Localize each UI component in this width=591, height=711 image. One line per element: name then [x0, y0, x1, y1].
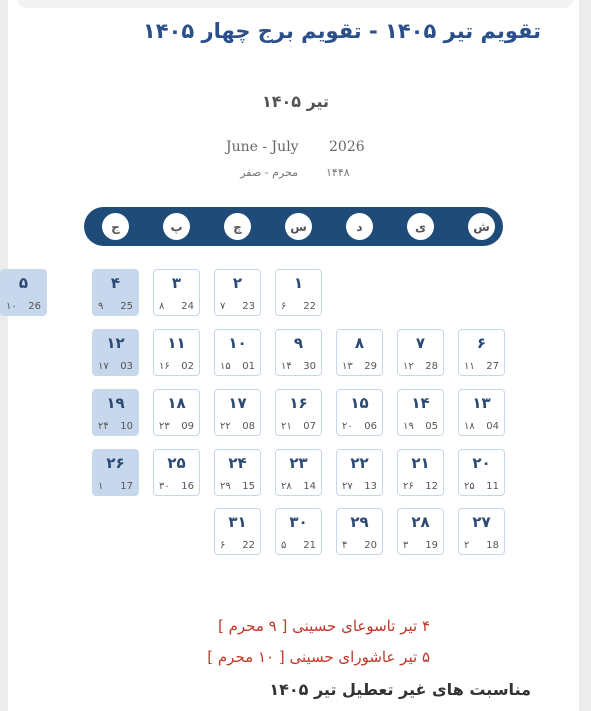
top-card-edge	[18, 0, 573, 8]
jalali-day-number: ۱۲	[106, 334, 125, 352]
calendar-day-cell[interactable]	[336, 389, 383, 436]
calendar-day-cell[interactable]	[336, 508, 383, 555]
hijri-day-number: ۱۹	[403, 421, 414, 432]
hijri-day-number: ۱۸	[464, 421, 475, 432]
weekday-1: ی	[407, 213, 434, 240]
gregorian-day-number: 07	[303, 421, 316, 432]
jalali-day-number: ۲۲	[350, 454, 369, 472]
hijri-day-number: ۲۱	[281, 421, 292, 432]
jalali-day-number: ۲۰	[472, 454, 491, 472]
gregorian-day-number: 09	[181, 421, 194, 432]
jalali-day-number: ۱۰	[228, 334, 247, 352]
calendar-day-cell[interactable]	[214, 389, 261, 436]
weekday-6: ج	[102, 213, 129, 240]
jalali-day-number: ۶	[476, 334, 487, 352]
weekday-2: د	[346, 213, 373, 240]
calendar-day-cell[interactable]	[458, 389, 505, 436]
calendar-day-cell[interactable]	[153, 389, 200, 436]
jalali-day-number: ۲۵	[167, 454, 186, 472]
jalali-day-number: ۸	[354, 334, 365, 352]
hijri-day-number: ۲	[464, 540, 470, 551]
gregorian-day-number: 30	[303, 361, 316, 372]
calendar-day-cell[interactable]	[458, 329, 505, 376]
gregorian-day-number: 14	[303, 481, 316, 492]
calendar-day-cell[interactable]	[397, 508, 444, 555]
hijri-day-number: ۲۷	[342, 481, 353, 492]
jalali-day-number: ۲۷	[472, 513, 491, 531]
weekday-4: چ	[224, 213, 251, 240]
jalali-day-number: ۱۱	[167, 334, 186, 352]
calendar-day-cell[interactable]	[92, 269, 139, 316]
jalali-day-number: ۲۱	[411, 454, 430, 472]
hijri-day-number: ۲۰	[342, 421, 353, 432]
hijri-day-number: ۱۱	[464, 361, 475, 372]
jalali-day-number: ۱۷	[228, 394, 247, 412]
gregorian-day-number: 05	[425, 421, 438, 432]
jalali-day-number: ۵	[18, 274, 29, 292]
gregorian-day-number: 26	[28, 301, 41, 312]
weekday-5: پ	[163, 213, 190, 240]
jalali-day-number: ۱۶	[289, 394, 308, 412]
gregorian-day-number: 13	[364, 481, 377, 492]
hijri-day-number: ۱۶	[159, 361, 170, 372]
calendar-day-cell[interactable]	[214, 508, 261, 555]
calendar-day-cell[interactable]	[458, 449, 505, 496]
calendar-day-cell[interactable]	[275, 329, 322, 376]
hijri-day-number: ۶	[220, 540, 226, 551]
calendar-day-cell[interactable]	[458, 508, 505, 555]
jalali-day-number: ۱۳	[472, 394, 491, 412]
calendar-day-cell[interactable]	[153, 329, 200, 376]
hijri-day-number: ۵	[281, 540, 287, 551]
gregorian-day-number: 25	[120, 301, 133, 312]
hijri-day-number: ۲۵	[464, 481, 475, 492]
gregorian-day-number: 08	[242, 421, 255, 432]
calendar-day-cell[interactable]	[275, 389, 322, 436]
hijri-day-number: ۹	[98, 301, 104, 312]
jalali-day-number: ۱۵	[350, 394, 369, 412]
gregorian-day-number: 18	[486, 540, 499, 551]
gregorian-day-number: 11	[486, 481, 499, 492]
calendar-day-cell[interactable]	[92, 449, 139, 496]
hijri-day-number: ۸	[159, 301, 165, 312]
jalali-day-number: ۱۹	[106, 394, 125, 412]
gregorian-day-number: 22	[303, 301, 316, 312]
hijri-day-number: ۲۴	[98, 421, 109, 432]
gregorian-day-number: 22	[242, 540, 255, 551]
gregorian-months: June - July	[226, 139, 299, 155]
gregorian-day-number: 15	[242, 481, 255, 492]
gregorian-day-number: 06	[364, 421, 377, 432]
hijri-day-number: ۱۵	[220, 361, 231, 372]
gregorian-day-number: 29	[364, 361, 377, 372]
gregorian-day-number: 23	[242, 301, 255, 312]
hijri-day-number: ۱۴	[281, 361, 292, 372]
gregorian-year: 2026	[329, 139, 365, 155]
gregorian-day-number: 12	[425, 481, 438, 492]
jalali-day-number: ۲	[232, 274, 243, 292]
jalali-day-number: ۱۸	[167, 394, 186, 412]
jalali-day-number: ۴	[110, 274, 121, 292]
gregorian-day-number: 19	[425, 540, 438, 551]
hijri-day-number: ۳۰	[159, 481, 170, 492]
calendar-day-cell[interactable]	[0, 269, 47, 316]
hijri-day-number: ۱۷	[98, 361, 109, 372]
hijri-day-number: ۱۳	[342, 361, 353, 372]
gregorian-day-number: 10	[120, 421, 133, 432]
jalali-day-number: ۲۸	[411, 513, 430, 531]
gregorian-day-number: 16	[181, 481, 194, 492]
non-holiday-occasions-title: مناسبت های غیر تعطیل تیر ۱۴۰۵	[269, 680, 531, 699]
hijri-day-number: ۲۶	[403, 481, 414, 492]
jalali-day-number: ۲۶	[106, 454, 125, 472]
calendar-day-cell[interactable]	[92, 389, 139, 436]
gregorian-day-number: 20	[364, 540, 377, 551]
jalali-day-number: ۱	[293, 274, 304, 292]
calendar-day-cell[interactable]	[397, 329, 444, 376]
gregorian-day-number: 17	[120, 481, 133, 492]
weekday-3: س	[285, 213, 312, 240]
calendar-day-cell[interactable]	[275, 269, 322, 316]
hijri-day-number: ۶	[281, 301, 287, 312]
calendar-day-cell[interactable]	[275, 449, 322, 496]
jalali-day-number: ۲۳	[289, 454, 308, 472]
calendar-day-cell[interactable]	[214, 269, 261, 316]
hijri-day-number: ۱	[98, 481, 104, 492]
hijri-day-number: ۲۳	[159, 421, 170, 432]
hijri-day-number: ۳	[403, 540, 409, 551]
calendar-day-cell[interactable]	[397, 449, 444, 496]
jalali-day-number: ۳	[171, 274, 182, 292]
weekday-header	[84, 207, 503, 246]
weekday-0: ش	[468, 213, 495, 240]
gregorian-day-number: 04	[486, 421, 499, 432]
event-tasua: ۴ تیر تاسوعای حسینی [ ۹ محرم ]	[218, 617, 430, 635]
jalali-day-number: ۱۴	[411, 394, 430, 412]
calendar-day-cell[interactable]	[397, 389, 444, 436]
gregorian-day-number: 28	[425, 361, 438, 372]
jalali-day-number: ۲۴	[228, 454, 247, 472]
jalali-day-number: ۷	[415, 334, 426, 352]
gregorian-day-number: 21	[303, 540, 316, 551]
calendar-day-cell[interactable]	[214, 329, 261, 376]
jalali-day-number: ۳۰	[289, 513, 308, 531]
gregorian-day-number: 27	[486, 361, 499, 372]
hijri-day-number: ۴	[342, 540, 348, 551]
hijri-year: ۱۴۴۸	[326, 166, 350, 179]
hijri-day-number: ۱۲	[403, 361, 414, 372]
event-ashura: ۵ تیر عاشورای حسینی [ ۱۰ محرم ]	[207, 648, 430, 666]
jalali-day-number: ۹	[293, 334, 304, 352]
gregorian-day-number: 02	[181, 361, 194, 372]
calendar-day-cell[interactable]	[153, 269, 200, 316]
gregorian-day-number: 01	[242, 361, 255, 372]
calendar-day-cell[interactable]	[336, 329, 383, 376]
jalali-day-number: ۲۹	[350, 513, 369, 531]
gregorian-day-number: 03	[120, 361, 133, 372]
hijri-day-number: ۲۸	[281, 481, 292, 492]
calendar-day-cell[interactable]	[336, 449, 383, 496]
calendar-day-cell[interactable]	[153, 449, 200, 496]
jalali-day-number: ۳۱	[228, 513, 247, 531]
hijri-day-number: ۱۰	[6, 301, 17, 312]
calendar-day-cell[interactable]	[275, 508, 322, 555]
calendar-day-cell[interactable]	[92, 329, 139, 376]
month-title: تیر ۱۴۰۵	[261, 92, 330, 111]
gregorian-day-number: 24	[181, 301, 194, 312]
hijri-day-number: ۷	[220, 301, 226, 312]
page-title: تقویم تیر ۱۴۰۵ - تقویم برج چهار ۱۴۰۵	[142, 19, 541, 43]
hijri-day-number: ۲۹	[220, 481, 231, 492]
calendar-day-cell[interactable]	[214, 449, 261, 496]
hijri-day-number: ۲۲	[220, 421, 231, 432]
hijri-months: محرم - صفر	[240, 166, 298, 179]
